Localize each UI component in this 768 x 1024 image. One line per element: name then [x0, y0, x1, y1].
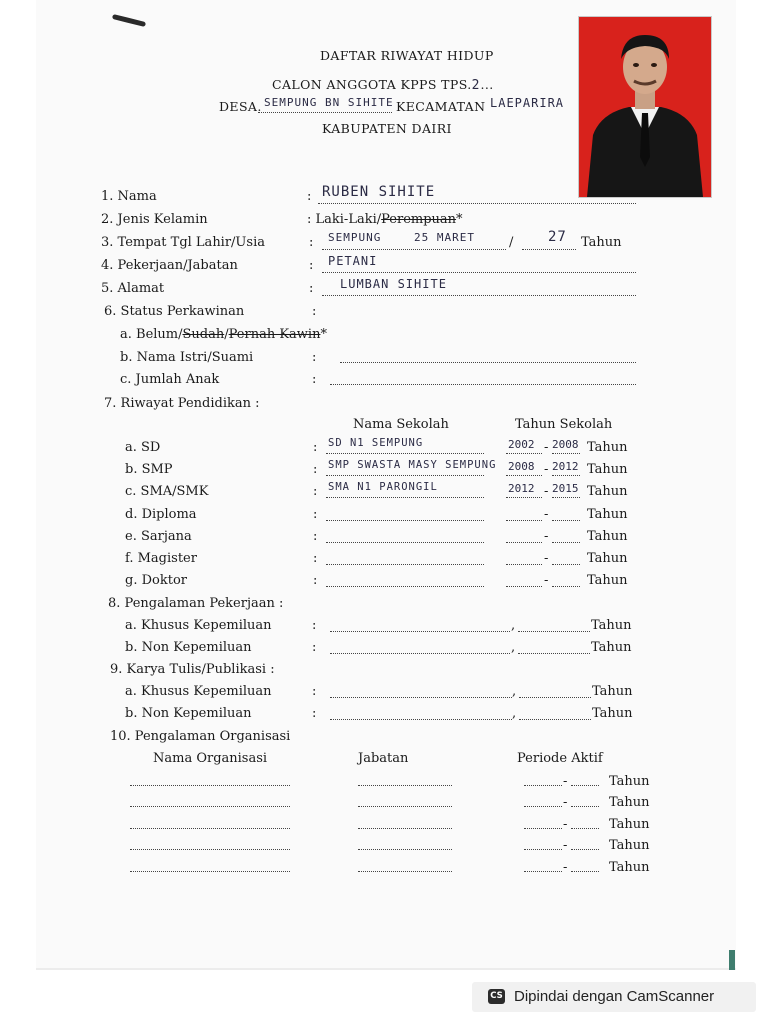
alamat-colon: :: [309, 281, 314, 296]
jumlah-anak-colon: :: [312, 372, 317, 387]
edu-school-dots: [326, 564, 484, 565]
edu-end-value: 2008: [552, 438, 579, 451]
usia-dots: [522, 249, 576, 250]
karya-non-dots: [330, 719, 512, 720]
usia-unit: Tahun: [581, 235, 622, 250]
org-start-dots: [524, 828, 562, 829]
edu-start-dots: [506, 475, 542, 476]
camscanner-text: Dipindai dengan CamScanner: [514, 988, 715, 1005]
kecamatan-value: LAEPARIRA: [490, 96, 565, 110]
jumlah-anak-dots: [330, 384, 636, 385]
ttl-dots: [322, 249, 506, 250]
edu-school-dots: [326, 453, 484, 454]
edu-end-dots: [552, 453, 580, 454]
edu-dash: -: [544, 529, 549, 544]
ttl-label: 3. Tempat Tgl Lahir/Usia: [101, 235, 265, 250]
ttl-tempat: SEMPUNG: [328, 231, 382, 244]
org-dash: -: [563, 817, 568, 832]
kerja-non-unit: Tahun: [591, 640, 632, 655]
karya-tulis-label: 9. Karya Tulis/Publikasi :: [110, 662, 275, 677]
org-name-dots: [130, 806, 290, 807]
kerja-non-comma: ,: [511, 640, 516, 655]
edu-end-dots: [552, 564, 580, 565]
camscanner-logo-icon: CS: [488, 989, 505, 1004]
form-title: DAFTAR RIWAYAT HIDUP: [320, 48, 494, 63]
edu-level-label: a. SD: [125, 440, 161, 455]
pekerjaan-colon: :: [309, 258, 314, 273]
edu-start-dots: [506, 586, 542, 587]
edu-dash: -: [544, 551, 549, 566]
edu-level-label: f. Magister: [125, 551, 197, 566]
org-role-dots: [358, 871, 452, 872]
nama-colon: :: [307, 189, 312, 204]
karya-khusus-colon: :: [312, 684, 317, 699]
edu-unit: Tahun: [587, 462, 628, 477]
kerja-non-colon: :: [312, 640, 317, 655]
applicant-photo: [578, 16, 712, 198]
portrait-image: [579, 17, 711, 197]
org-end-dots: [571, 828, 599, 829]
edu-end-value: 2012: [552, 460, 579, 473]
col-tahun-sekolah: Tahun Sekolah: [515, 417, 613, 432]
edu-start-value: 2002: [508, 438, 535, 451]
kpps-suffix: ...: [480, 77, 494, 92]
edu-start-value: 2008: [508, 460, 535, 473]
edu-colon: :: [313, 507, 318, 522]
org-start-dots: [524, 849, 562, 850]
edu-dash: -: [544, 440, 549, 455]
kerja-khusus-colon: :: [312, 618, 317, 633]
kerja-khusus-year-dots: [518, 631, 590, 632]
org-dash: -: [563, 795, 568, 810]
edu-dash: -: [544, 507, 549, 522]
org-role-dots: [358, 806, 452, 807]
org-dash: -: [563, 860, 568, 875]
col-jabatan: Jabatan: [358, 751, 409, 766]
nama-dots: [318, 203, 636, 204]
edu-level-label: d. Diploma: [125, 507, 197, 522]
status-belum: a. Belum/: [120, 327, 183, 342]
edu-unit: Tahun: [587, 573, 628, 588]
karya-non-unit: Tahun: [592, 706, 633, 721]
kerja-non-year-dots: [518, 653, 590, 654]
option-female-struck: Perempuan: [381, 212, 457, 227]
kerja-khusus-label: a. Khusus Kepemiluan: [125, 618, 272, 633]
org-name-dots: [130, 849, 290, 850]
org-role-dots: [358, 785, 452, 786]
edu-colon: :: [313, 462, 318, 477]
status-asterisk: *: [320, 327, 327, 342]
edu-dash: -: [544, 573, 549, 588]
ttl-colon: :: [309, 235, 314, 250]
kabupaten-line: KABUPATEN DAIRI: [322, 121, 452, 136]
paper-bottom-edge: [36, 968, 736, 970]
edu-school-value: SMP SWASTA MASY SEMPUNG: [328, 459, 497, 471]
edu-unit: Tahun: [587, 484, 628, 499]
org-name-dots: [130, 828, 290, 829]
edu-level-label: c. SMA/SMK: [125, 484, 209, 499]
org-end-dots: [571, 785, 599, 786]
desa-dots: [258, 112, 392, 113]
edu-colon: :: [313, 551, 318, 566]
option-asterisk: *: [456, 212, 463, 227]
status-colon: :: [312, 304, 317, 319]
kecamatan-label: KECAMATAN: [396, 99, 486, 114]
org-end-dots: [571, 806, 599, 807]
scan-edge-strip: [729, 950, 735, 970]
pendidikan-label: 7. Riwayat Pendidikan :: [104, 396, 260, 411]
edu-end-dots: [552, 497, 580, 498]
nama-value: RUBEN SIHITE: [322, 184, 436, 200]
tps-number: 2: [471, 78, 481, 93]
pekerjaan-label: 4. Pekerjaan/Jabatan: [101, 258, 238, 273]
org-unit: Tahun: [609, 838, 650, 853]
desa-prefix: DESA.: [219, 99, 262, 114]
edu-colon: :: [313, 573, 318, 588]
karya-khusus-label: a. Khusus Kepemiluan: [125, 684, 272, 699]
org-dash: -: [563, 774, 568, 789]
edu-colon: :: [313, 484, 318, 499]
org-dash: -: [563, 838, 568, 853]
edu-start-dots: [506, 453, 542, 454]
karya-non-year-dots: [519, 719, 591, 720]
edu-end-dots: [552, 542, 580, 543]
jenis-kelamin-label: 2. Jenis Kelamin: [101, 212, 208, 227]
status-pernah-struck: Pernah Kawin: [228, 327, 321, 342]
alamat-value: LUMBAN SIHITE: [340, 277, 447, 291]
jenis-kelamin-options: [307, 212, 463, 227]
kerja-khusus-comma: ,: [511, 618, 516, 633]
status-label: 6. Status Perkawinan: [104, 304, 245, 319]
camscanner-watermark: [472, 982, 756, 1012]
org-role-dots: [358, 828, 452, 829]
edu-dash: -: [544, 484, 549, 499]
edu-end-dots: [552, 520, 580, 521]
karya-khusus-unit: Tahun: [592, 684, 633, 699]
pengalaman-kerja-label: 8. Pengalaman Pekerjaan :: [108, 596, 284, 611]
status-slash: /: [224, 327, 229, 342]
edu-colon: :: [313, 529, 318, 544]
org-unit: Tahun: [609, 795, 650, 810]
org-start-dots: [524, 806, 562, 807]
nama-pasangan-colon: :: [312, 350, 317, 365]
organisasi-label: 10. Pengalaman Organisasi: [110, 729, 291, 744]
usia-value: 27: [548, 229, 567, 245]
karya-khusus-comma: ,: [512, 684, 517, 699]
nama-label: 1. Nama: [101, 189, 157, 204]
edu-start-dots: [506, 564, 542, 565]
edu-school-dots: [326, 497, 484, 498]
alamat-label: 5. Alamat: [101, 281, 165, 296]
edu-start-dots: [506, 520, 542, 521]
col-nama-sekolah: Nama Sekolah: [353, 417, 449, 432]
ttl-tanggal: 25 MARET: [414, 231, 475, 244]
edu-school-value: SMA N1 PARONGIL: [328, 481, 438, 493]
kpps-line: [272, 77, 494, 93]
org-name-dots: [130, 871, 290, 872]
edu-school-dots: [326, 475, 484, 476]
org-role-dots: [358, 849, 452, 850]
kerja-non-label: b. Non Kepemiluan: [125, 640, 252, 655]
org-end-dots: [571, 849, 599, 850]
status-a: [120, 327, 327, 342]
pekerjaan-dots: [322, 272, 636, 273]
edu-school-dots: [326, 520, 484, 521]
karya-non-label: b. Non Kepemiluan: [125, 706, 252, 721]
karya-non-comma: ,: [512, 706, 517, 721]
edu-dash: -: [544, 462, 549, 477]
edu-level-label: b. SMP: [125, 462, 173, 477]
org-unit: Tahun: [609, 860, 650, 875]
edu-level-label: g. Doktor: [125, 573, 187, 588]
karya-khusus-dots: [330, 697, 512, 698]
edu-school-value: SD N1 SEMPUNG: [328, 437, 424, 449]
desa-value: SEMPUNG BN SIHITE: [264, 96, 394, 109]
kerja-non-dots: [330, 653, 510, 654]
edu-level-label: e. Sarjana: [125, 529, 192, 544]
kerja-khusus-unit: Tahun: [591, 618, 632, 633]
jumlah-anak-label: c. Jumlah Anak: [120, 372, 220, 387]
edu-unit: Tahun: [587, 507, 628, 522]
org-start-dots: [524, 785, 562, 786]
kpps-prefix: CALON ANGGOTA KPPS TPS.: [272, 77, 472, 92]
edu-unit: Tahun: [587, 440, 628, 455]
org-unit: Tahun: [609, 817, 650, 832]
org-unit: Tahun: [609, 774, 650, 789]
col-nama-organisasi: Nama Organisasi: [153, 751, 268, 766]
pekerjaan-value: PETANI: [328, 254, 378, 268]
kerja-khusus-dots: [330, 631, 510, 632]
edu-start-value: 2012: [508, 482, 535, 495]
org-end-dots: [571, 871, 599, 872]
edu-unit: Tahun: [587, 551, 628, 566]
org-start-dots: [524, 871, 562, 872]
nama-pasangan-dots: [340, 362, 636, 363]
edu-school-dots: [326, 542, 484, 543]
org-name-dots: [130, 785, 290, 786]
edu-end-dots: [552, 475, 580, 476]
nama-pasangan-label: b. Nama Istri/Suami: [120, 350, 254, 365]
ttl-separator: /: [509, 235, 514, 250]
edu-school-dots: [326, 586, 484, 587]
karya-khusus-year-dots: [519, 697, 591, 698]
edu-end-value: 2015: [552, 482, 579, 495]
edu-start-dots: [506, 542, 542, 543]
karya-non-colon: :: [312, 706, 317, 721]
edu-colon: :: [313, 440, 318, 455]
option-male: : Laki-Laki/: [307, 212, 382, 227]
edu-end-dots: [552, 586, 580, 587]
col-periode: Periode Aktif: [517, 751, 603, 766]
edu-start-dots: [506, 497, 542, 498]
status-sudah-struck: Sudah: [182, 327, 225, 342]
alamat-dots: [322, 295, 636, 296]
edu-unit: Tahun: [587, 529, 628, 544]
